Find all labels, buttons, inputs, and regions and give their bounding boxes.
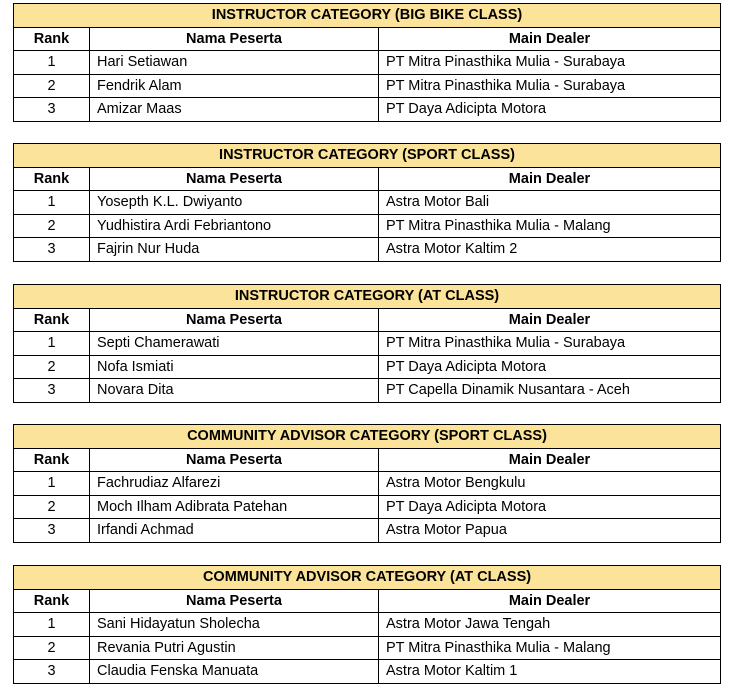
- main-dealer-cell: PT Mitra Pinasthika Mulia - Surabaya: [379, 74, 721, 98]
- column-header-dealer: Main Dealer: [379, 589, 721, 613]
- rank-cell: 2: [14, 355, 90, 379]
- table-row: [14, 98, 721, 122]
- rank-cell: 1: [14, 472, 90, 496]
- participant-name-cell: Sani Hidayatun Sholecha: [90, 613, 379, 637]
- table-row: [14, 379, 721, 403]
- winners-table-community-sport: [13, 424, 721, 543]
- column-header-dealer: Main Dealer: [379, 308, 721, 332]
- column-header-name: Nama Peserta: [90, 308, 379, 332]
- rank-cell: 3: [14, 660, 90, 684]
- rank-cell: 2: [14, 74, 90, 98]
- participant-name-cell: Nofa Ismiati: [90, 355, 379, 379]
- column-header-name: Nama Peserta: [90, 448, 379, 472]
- main-dealer-cell: Astra Motor Kaltim 1: [379, 660, 721, 684]
- rank-cell: 3: [14, 98, 90, 122]
- main-dealer-cell: Astra Motor Papua: [379, 519, 721, 543]
- column-header-rank: Rank: [14, 27, 90, 51]
- table-row: [14, 74, 721, 98]
- table-row: [14, 636, 721, 660]
- participant-name-cell: Claudia Fenska Manuata: [90, 660, 379, 684]
- table-row: [14, 613, 721, 637]
- table-row: [14, 214, 721, 238]
- participant-name-cell: Fendrik Alam: [90, 74, 379, 98]
- participant-name-cell: Septi Chamerawati: [90, 332, 379, 356]
- table-title: INSTRUCTOR CATEGORY (SPORT CLASS): [14, 144, 721, 168]
- column-header-rank: Rank: [14, 448, 90, 472]
- table-row: [14, 51, 721, 75]
- main-dealer-cell: Astra Motor Bengkulu: [379, 472, 721, 496]
- main-dealer-cell: PT Mitra Pinasthika Mulia - Malang: [379, 214, 721, 238]
- rank-cell: 3: [14, 379, 90, 403]
- column-header-rank: Rank: [14, 589, 90, 613]
- table-row: [14, 191, 721, 215]
- table-row: [14, 519, 721, 543]
- main-dealer-cell: Astra Motor Kaltim 2: [379, 238, 721, 262]
- rank-cell: 2: [14, 214, 90, 238]
- winners-table-instructor-sport: [13, 143, 721, 262]
- main-dealer-cell: Astra Motor Bali: [379, 191, 721, 215]
- rank-cell: 2: [14, 636, 90, 660]
- rank-cell: 3: [14, 238, 90, 262]
- table-title: COMMUNITY ADVISOR CATEGORY (AT CLASS): [14, 566, 721, 590]
- winners-table-instructor-at: [13, 284, 721, 403]
- rank-cell: 3: [14, 519, 90, 543]
- winners-table-community-at: [13, 565, 721, 684]
- main-dealer-cell: PT Mitra Pinasthika Mulia - Surabaya: [379, 332, 721, 356]
- participant-name-cell: Hari Setiawan: [90, 51, 379, 75]
- table-row: [14, 238, 721, 262]
- participant-name-cell: Fachrudiaz Alfarezi: [90, 472, 379, 496]
- main-dealer-cell: PT Daya Adicipta Motora: [379, 355, 721, 379]
- table-row: [14, 472, 721, 496]
- rank-cell: 1: [14, 51, 90, 75]
- participant-name-cell: Fajrin Nur Huda: [90, 238, 379, 262]
- rank-cell: 1: [14, 191, 90, 215]
- column-header-rank: Rank: [14, 167, 90, 191]
- table-row: [14, 332, 721, 356]
- main-dealer-cell: PT Daya Adicipta Motora: [379, 495, 721, 519]
- column-header-rank: Rank: [14, 308, 90, 332]
- table-title: INSTRUCTOR CATEGORY (BIG BIKE CLASS): [14, 4, 721, 28]
- participant-name-cell: Moch Ilham Adibrata Patehan: [90, 495, 379, 519]
- participant-name-cell: Yudhistira Ardi Febriantono: [90, 214, 379, 238]
- main-dealer-cell: PT Mitra Pinasthika Mulia - Surabaya: [379, 51, 721, 75]
- winners-table-instructor-big-bike: [13, 3, 721, 122]
- participant-name-cell: Revania Putri Agustin: [90, 636, 379, 660]
- main-dealer-cell: PT Capella Dinamik Nusantara - Aceh: [379, 379, 721, 403]
- table-row: [14, 660, 721, 684]
- participant-name-cell: Novara Dita: [90, 379, 379, 403]
- participant-name-cell: Amizar Maas: [90, 98, 379, 122]
- column-header-name: Nama Peserta: [90, 27, 379, 51]
- main-dealer-cell: PT Daya Adicipta Motora: [379, 98, 721, 122]
- rank-cell: 1: [14, 613, 90, 637]
- table-title: COMMUNITY ADVISOR CATEGORY (SPORT CLASS): [14, 425, 721, 449]
- column-header-dealer: Main Dealer: [379, 167, 721, 191]
- column-header-name: Nama Peserta: [90, 167, 379, 191]
- participant-name-cell: Irfandi Achmad: [90, 519, 379, 543]
- table-row: [14, 355, 721, 379]
- rank-cell: 2: [14, 495, 90, 519]
- column-header-dealer: Main Dealer: [379, 27, 721, 51]
- column-header-dealer: Main Dealer: [379, 448, 721, 472]
- main-dealer-cell: Astra Motor Jawa Tengah: [379, 613, 721, 637]
- rank-cell: 1: [14, 332, 90, 356]
- participant-name-cell: Yosepth K.L. Dwiyanto: [90, 191, 379, 215]
- main-dealer-cell: PT Mitra Pinasthika Mulia - Malang: [379, 636, 721, 660]
- table-row: [14, 495, 721, 519]
- table-title: INSTRUCTOR CATEGORY (AT CLASS): [14, 285, 721, 309]
- column-header-name: Nama Peserta: [90, 589, 379, 613]
